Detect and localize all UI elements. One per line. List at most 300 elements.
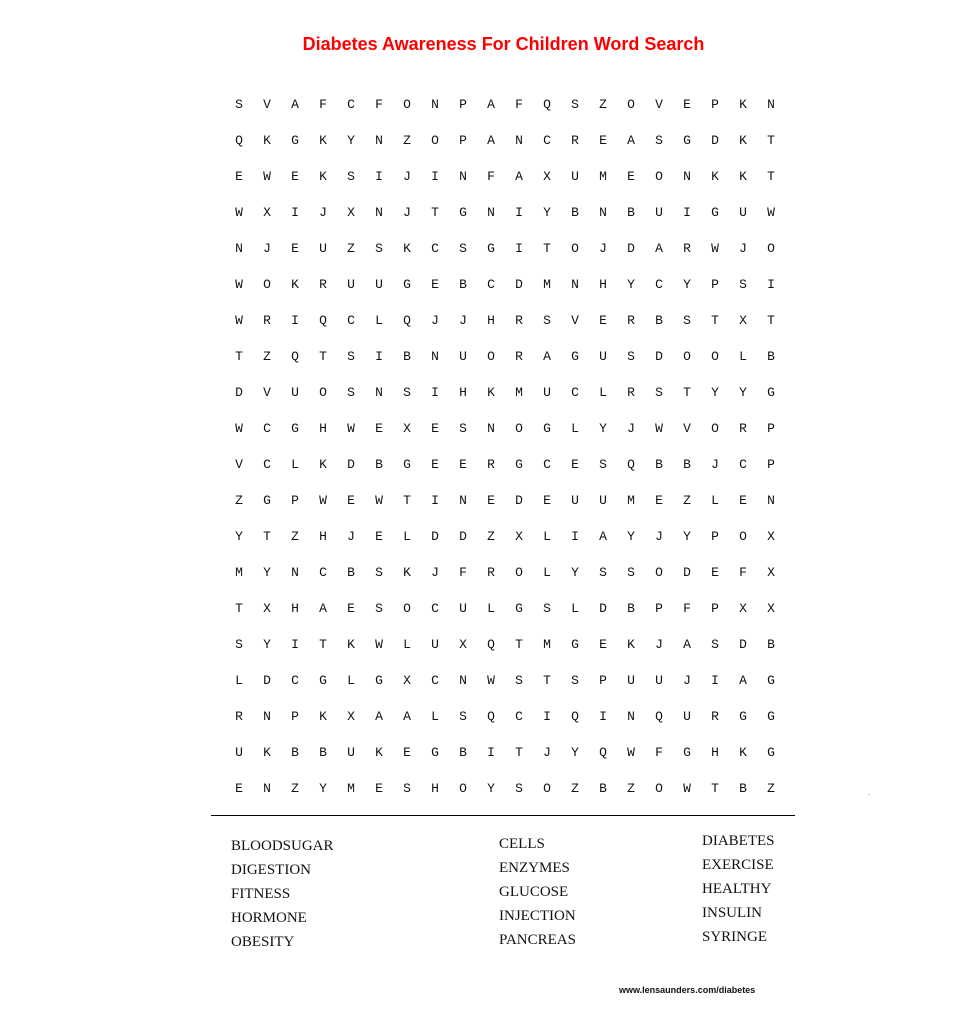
grid-letter: S: [543, 312, 551, 328]
grid-letter: C: [487, 276, 495, 292]
grid-letter: X: [347, 204, 355, 220]
grid-letter: E: [375, 420, 383, 436]
grid-letter: X: [739, 312, 747, 328]
grid-letter: B: [459, 276, 467, 292]
grid-letter: E: [599, 312, 607, 328]
grid-row: [225, 338, 785, 374]
grid-letter: S: [599, 564, 607, 580]
grid-letter: K: [403, 240, 411, 256]
grid-letter: X: [767, 600, 775, 616]
grid-letter: G: [571, 348, 579, 364]
grid-letter: E: [375, 528, 383, 544]
grid-letter: E: [347, 600, 355, 616]
grid-letter: X: [767, 528, 775, 544]
grid-letter: B: [599, 780, 607, 796]
grid-letter: N: [263, 708, 271, 724]
grid-letter: E: [431, 456, 439, 472]
grid-letter: G: [683, 744, 691, 760]
grid-letter: A: [515, 168, 523, 184]
grid-letter: T: [767, 168, 775, 184]
grid-letter: X: [403, 420, 411, 436]
grid-letter: J: [655, 636, 663, 652]
grid-letter: O: [711, 348, 719, 364]
grid-letter: Z: [347, 240, 355, 256]
grid-letter: G: [291, 132, 299, 148]
grid-letter: N: [459, 672, 467, 688]
grid-letter: O: [767, 240, 775, 256]
grid-letter: S: [235, 96, 243, 112]
grid-letter: Q: [655, 708, 663, 724]
grid-letter: X: [347, 708, 355, 724]
grid-letter: U: [347, 276, 355, 292]
grid-row: [225, 446, 785, 482]
grid-letter: M: [515, 384, 523, 400]
grid-letter: Y: [263, 564, 271, 580]
grid-letter: S: [375, 600, 383, 616]
grid-letter: U: [683, 708, 691, 724]
grid-letter: C: [431, 672, 439, 688]
word-list-column-1: [231, 834, 334, 954]
word-list-item: SYRINGE: [702, 929, 768, 945]
grid-letter: N: [571, 276, 579, 292]
grid-letter: S: [655, 132, 663, 148]
grid-letter: U: [655, 672, 663, 688]
grid-letter: J: [627, 420, 635, 436]
grid-letter: J: [543, 744, 551, 760]
grid-letter: D: [739, 636, 747, 652]
grid-letter: G: [767, 672, 775, 688]
grid-letter: S: [403, 780, 411, 796]
grid-letter: Z: [683, 492, 691, 508]
grid-letter: X: [403, 672, 411, 688]
grid-letter: B: [375, 456, 383, 472]
grid-letter: C: [739, 456, 747, 472]
grid-letter: T: [319, 636, 327, 652]
grid-letter: X: [263, 204, 271, 220]
grid-letter: G: [515, 600, 523, 616]
grid-letter: E: [291, 168, 299, 184]
grid-letter: O: [487, 348, 495, 364]
grid-letter: R: [683, 240, 691, 256]
grid-letter: F: [459, 564, 467, 580]
grid-letter: W: [375, 636, 383, 652]
grid-letter: U: [627, 672, 635, 688]
grid-letter: B: [655, 456, 663, 472]
grid-letter: S: [543, 600, 551, 616]
grid-letter: U: [459, 348, 467, 364]
grid-row: [225, 302, 785, 338]
grid-letter: C: [263, 456, 271, 472]
word-list-item: EXERCISE: [702, 857, 774, 873]
word-list-item: FITNESS: [231, 886, 291, 902]
grid-letter: D: [431, 528, 439, 544]
grid-letter: S: [599, 456, 607, 472]
grid-letter: P: [599, 672, 607, 688]
grid-letter: S: [739, 276, 747, 292]
grid-letter: E: [711, 564, 719, 580]
grid-letter: Q: [291, 348, 299, 364]
grid-letter: C: [431, 240, 439, 256]
grid-letter: I: [431, 168, 439, 184]
grid-letter: J: [263, 240, 271, 256]
grid-letter: E: [375, 780, 383, 796]
grid-letter: G: [375, 672, 383, 688]
grid-letter: B: [403, 348, 411, 364]
grid-letter: S: [459, 420, 467, 436]
grid-letter: C: [347, 312, 355, 328]
grid-letter: Y: [739, 384, 747, 400]
grid-letter: Q: [543, 96, 551, 112]
word-list-item: DIABETES: [702, 833, 775, 849]
grid-letter: K: [739, 96, 747, 112]
grid-letter: F: [515, 96, 523, 112]
grid-letter: A: [655, 240, 663, 256]
grid-letter: N: [487, 420, 495, 436]
word-list-item: INSULIN: [702, 905, 762, 921]
grid-letter: G: [431, 744, 439, 760]
grid-letter: T: [711, 780, 719, 796]
grid-letter: I: [515, 204, 523, 220]
grid-letter: X: [263, 600, 271, 616]
grid-letter: Z: [627, 780, 635, 796]
grid-letter: O: [431, 132, 439, 148]
grid-row: [225, 86, 785, 122]
word-list-item: PANCREAS: [499, 932, 576, 948]
grid-letter: U: [739, 204, 747, 220]
grid-letter: G: [403, 456, 411, 472]
grid-letter: G: [291, 420, 299, 436]
grid-letter: O: [403, 600, 411, 616]
grid-letter: Q: [487, 636, 495, 652]
grid-letter: Q: [599, 744, 607, 760]
grid-letter: Y: [627, 528, 635, 544]
grid-letter: A: [627, 132, 635, 148]
grid-letter: W: [347, 420, 355, 436]
grid-letter: I: [767, 276, 775, 292]
grid-letter: V: [263, 96, 271, 112]
grid-letter: T: [235, 600, 243, 616]
grid-letter: V: [683, 420, 691, 436]
grid-letter: N: [375, 384, 383, 400]
grid-letter: T: [263, 528, 271, 544]
grid-letter: I: [711, 672, 719, 688]
grid-letter: N: [683, 168, 691, 184]
grid-letter: M: [543, 276, 551, 292]
grid-letter: K: [319, 456, 327, 472]
grid-letter: N: [767, 96, 775, 112]
grid-letter: F: [319, 96, 327, 112]
footer-link[interactable]: www.lensaunders.com/diabetes: [619, 985, 756, 995]
grid-letter: L: [543, 564, 551, 580]
grid-letter: Y: [571, 564, 579, 580]
grid-letter: I: [487, 744, 495, 760]
grid-letter: W: [711, 240, 719, 256]
grid-letter: F: [655, 744, 663, 760]
grid-letter: M: [347, 780, 355, 796]
grid-letter: O: [319, 384, 327, 400]
grid-letter: K: [263, 744, 271, 760]
word-list-column-3: [702, 829, 775, 949]
grid-letter: E: [431, 420, 439, 436]
divider-line: [211, 815, 795, 816]
grid-letter: F: [375, 96, 383, 112]
grid-row: [225, 482, 785, 518]
grid-letter: R: [515, 312, 523, 328]
grid-row: [225, 698, 785, 734]
grid-letter: K: [627, 636, 635, 652]
grid-letter: U: [291, 384, 299, 400]
grid-letter: S: [571, 96, 579, 112]
grid-letter: S: [655, 384, 663, 400]
grid-letter: Y: [263, 636, 271, 652]
grid-letter: G: [319, 672, 327, 688]
grid-letter: G: [263, 492, 271, 508]
grid-letter: Z: [263, 348, 271, 364]
grid-letter: E: [655, 492, 663, 508]
grid-letter: F: [487, 168, 495, 184]
grid-letter: K: [319, 168, 327, 184]
grid-letter: P: [767, 456, 775, 472]
grid-letter: Y: [711, 384, 719, 400]
grid-letter: B: [627, 600, 635, 616]
grid-letter: A: [683, 636, 691, 652]
grid-letter: O: [655, 168, 663, 184]
grid-letter: N: [515, 132, 523, 148]
grid-letter: P: [711, 96, 719, 112]
grid-letter: S: [571, 672, 579, 688]
grid-letter: E: [627, 168, 635, 184]
grid-letter: A: [319, 600, 327, 616]
grid-letter: B: [459, 744, 467, 760]
grid-letter: K: [347, 636, 355, 652]
grid-letter: T: [683, 384, 691, 400]
grid-letter: D: [347, 456, 355, 472]
grid-letter: D: [711, 132, 719, 148]
word-list-item: CELLS: [499, 836, 545, 852]
grid-letter: V: [235, 456, 243, 472]
grid-letter: H: [487, 312, 495, 328]
grid-letter: G: [403, 276, 411, 292]
grid-letter: W: [263, 168, 271, 184]
grid-letter: T: [431, 204, 439, 220]
grid-letter: A: [487, 132, 495, 148]
grid-letter: K: [739, 132, 747, 148]
grid-letter: N: [263, 780, 271, 796]
grid-letter: S: [459, 708, 467, 724]
grid-letter: B: [767, 348, 775, 364]
grid-letter: S: [515, 780, 523, 796]
grid-letter: R: [627, 384, 635, 400]
grid-letter: O: [459, 780, 467, 796]
grid-letter: E: [599, 132, 607, 148]
grid-letter: U: [655, 204, 663, 220]
grid-letter: S: [403, 384, 411, 400]
grid-letter: G: [543, 420, 551, 436]
grid-letter: D: [655, 348, 663, 364]
grid-letter: S: [347, 384, 355, 400]
grid-letter: Z: [599, 96, 607, 112]
grid-letter: U: [571, 492, 579, 508]
grid-letter: Y: [571, 744, 579, 760]
grid-letter: W: [487, 672, 495, 688]
grid-letter: R: [487, 456, 495, 472]
grid-letter: B: [571, 204, 579, 220]
grid-letter: F: [683, 600, 691, 616]
grid-letter: Q: [571, 708, 579, 724]
grid-row: [225, 518, 785, 554]
grid-letter: I: [291, 312, 299, 328]
grid-letter: W: [627, 744, 635, 760]
grid-letter: Y: [627, 276, 635, 292]
grid-letter: E: [543, 492, 551, 508]
grid-letter: A: [291, 96, 299, 112]
grid-letter: O: [403, 96, 411, 112]
grid-letter: G: [571, 636, 579, 652]
grid-letter: N: [291, 564, 299, 580]
word-list-item: HEALTHY: [702, 881, 772, 897]
grid-letter: K: [487, 384, 495, 400]
grid-letter: S: [375, 564, 383, 580]
grid-letter: P: [459, 96, 467, 112]
letter-grid: [225, 86, 785, 806]
grid-letter: H: [319, 528, 327, 544]
grid-letter: L: [739, 348, 747, 364]
grid-letter: J: [319, 204, 327, 220]
grid-letter: S: [627, 348, 635, 364]
grid-letter: Y: [683, 276, 691, 292]
grid-letter: T: [515, 744, 523, 760]
grid-letter: L: [543, 528, 551, 544]
grid-letter: J: [431, 564, 439, 580]
grid-row: [225, 158, 785, 194]
grid-letter: A: [403, 708, 411, 724]
grid-letter: G: [767, 708, 775, 724]
grid-letter: T: [543, 672, 551, 688]
stray-dot: .: [868, 788, 870, 797]
grid-letter: Z: [571, 780, 579, 796]
grid-letter: X: [739, 600, 747, 616]
grid-letter: M: [235, 564, 243, 580]
grid-letter: V: [655, 96, 663, 112]
grid-letter: L: [403, 528, 411, 544]
grid-letter: E: [235, 168, 243, 184]
grid-letter: L: [711, 492, 719, 508]
grid-letter: O: [543, 780, 551, 796]
grid-letter: E: [431, 276, 439, 292]
grid-row: [225, 266, 785, 302]
grid-letter: Y: [235, 528, 243, 544]
grid-row: [225, 122, 785, 158]
grid-letter: U: [543, 384, 551, 400]
grid-letter: B: [291, 744, 299, 760]
grid-letter: L: [571, 600, 579, 616]
grid-letter: R: [487, 564, 495, 580]
grid-row: [225, 734, 785, 770]
grid-letter: J: [403, 168, 411, 184]
grid-letter: E: [571, 456, 579, 472]
grid-letter: K: [263, 132, 271, 148]
grid-letter: O: [515, 564, 523, 580]
grid-letter: J: [599, 240, 607, 256]
grid-letter: L: [487, 600, 495, 616]
grid-letter: E: [403, 744, 411, 760]
grid-letter: O: [627, 96, 635, 112]
grid-letter: O: [683, 348, 691, 364]
grid-letter: E: [683, 96, 691, 112]
word-list-item: DIGESTION: [231, 862, 311, 878]
grid-letter: D: [263, 672, 271, 688]
grid-letter: W: [375, 492, 383, 508]
grid-letter: Y: [683, 528, 691, 544]
grid-letter: L: [375, 312, 383, 328]
grid-letter: G: [739, 708, 747, 724]
grid-letter: I: [683, 204, 691, 220]
grid-letter: U: [599, 492, 607, 508]
word-list-item: ENZYMES: [499, 860, 570, 876]
grid-letter: T: [767, 132, 775, 148]
grid-letter: N: [459, 168, 467, 184]
grid-letter: R: [739, 420, 747, 436]
grid-letter: Y: [319, 780, 327, 796]
grid-letter: N: [375, 204, 383, 220]
grid-letter: D: [683, 564, 691, 580]
grid-letter: U: [459, 600, 467, 616]
grid-letter: O: [571, 240, 579, 256]
grid-row: [225, 230, 785, 266]
grid-letter: T: [515, 636, 523, 652]
word-list-item: OBESITY: [231, 934, 295, 950]
grid-letter: H: [319, 420, 327, 436]
grid-letter: W: [235, 276, 243, 292]
grid-letter: N: [767, 492, 775, 508]
grid-letter: D: [515, 492, 523, 508]
grid-letter: S: [375, 240, 383, 256]
grid-letter: W: [319, 492, 327, 508]
grid-letter: O: [263, 276, 271, 292]
grid-letter: L: [235, 672, 243, 688]
grid-letter: Z: [235, 492, 243, 508]
grid-letter: P: [711, 528, 719, 544]
grid-letter: U: [319, 240, 327, 256]
grid-letter: K: [739, 168, 747, 184]
word-list-item: INJECTION: [499, 908, 576, 924]
grid-letter: O: [739, 528, 747, 544]
grid-letter: L: [403, 636, 411, 652]
grid-letter: U: [599, 348, 607, 364]
grid-letter: S: [683, 312, 691, 328]
grid-letter: K: [403, 564, 411, 580]
grid-letter: A: [739, 672, 747, 688]
grid-letter: F: [739, 564, 747, 580]
grid-letter: N: [431, 96, 439, 112]
grid-letter: N: [487, 204, 495, 220]
grid-letter: A: [375, 708, 383, 724]
grid-letter: B: [767, 636, 775, 652]
grid-letter: B: [347, 564, 355, 580]
grid-letter: N: [431, 348, 439, 364]
grid-letter: X: [767, 564, 775, 580]
grid-letter: E: [599, 636, 607, 652]
grid-letter: C: [543, 132, 551, 148]
grid-letter: U: [571, 168, 579, 184]
grid-letter: A: [543, 348, 551, 364]
grid-letter: I: [431, 492, 439, 508]
grid-letter: O: [711, 420, 719, 436]
grid-letter: H: [459, 384, 467, 400]
grid-letter: Q: [627, 456, 635, 472]
grid-letter: R: [515, 348, 523, 364]
grid-row: [225, 374, 785, 410]
